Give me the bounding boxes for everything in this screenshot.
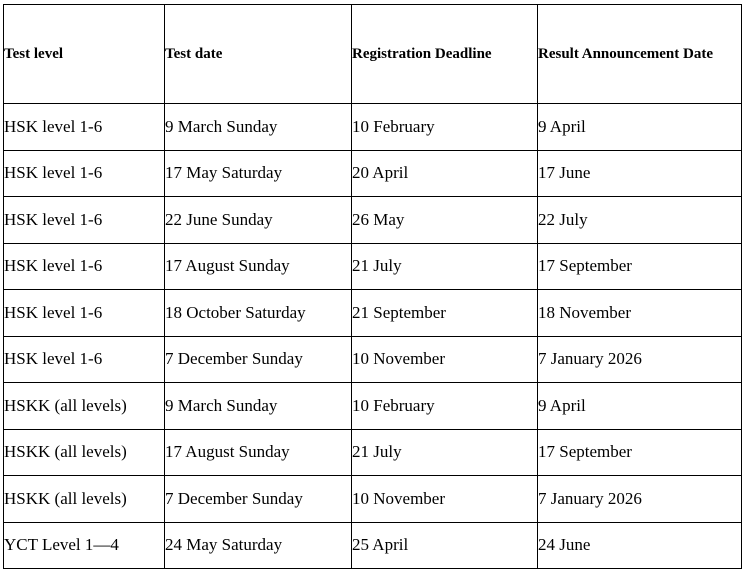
cell-result-date: 17 June xyxy=(538,150,742,197)
cell-test-date: 9 March Sunday xyxy=(165,104,352,151)
cell-test-level: HSK level 1-6 xyxy=(4,197,165,244)
cell-test-date: 17 August Sunday xyxy=(165,243,352,290)
table-row xyxy=(4,290,742,337)
cell-registration-deadline: 21 September xyxy=(352,290,538,337)
cell-test-date: 24 May Saturday xyxy=(165,522,352,569)
header-test-level: Test level xyxy=(4,5,165,104)
cell-registration-deadline: 26 May xyxy=(352,197,538,244)
cell-test-level: HSK level 1-6 xyxy=(4,243,165,290)
table-row xyxy=(4,383,742,430)
cell-result-date: 18 November xyxy=(538,290,742,337)
cell-test-level: HSKK (all levels) xyxy=(4,383,165,430)
cell-registration-deadline: 10 February xyxy=(352,104,538,151)
cell-test-date: 9 March Sunday xyxy=(165,383,352,430)
cell-test-level: HSK level 1-6 xyxy=(4,290,165,337)
cell-test-level: HSK level 1-6 xyxy=(4,336,165,383)
cell-test-date: 17 May Saturday xyxy=(165,150,352,197)
cell-test-level: HSKK (all levels) xyxy=(4,476,165,523)
cell-registration-deadline: 10 February xyxy=(352,383,538,430)
table-row xyxy=(4,197,742,244)
table-header-row xyxy=(4,5,742,104)
cell-result-date: 24 June xyxy=(538,522,742,569)
header-result-announcement-date: Result Announcement Date xyxy=(538,5,742,104)
cell-test-level: HSK level 1-6 xyxy=(4,150,165,197)
cell-registration-deadline: 25 April xyxy=(352,522,538,569)
table-row xyxy=(4,522,742,569)
table-row xyxy=(4,243,742,290)
cell-test-date: 7 December Sunday xyxy=(165,336,352,383)
cell-registration-deadline: 21 July xyxy=(352,429,538,476)
table-row xyxy=(4,336,742,383)
cell-result-date: 22 July xyxy=(538,197,742,244)
exam-schedule-table xyxy=(3,4,742,569)
cell-test-date: 17 August Sunday xyxy=(165,429,352,476)
cell-result-date: 9 April xyxy=(538,104,742,151)
cell-registration-deadline: 10 November xyxy=(352,336,538,383)
cell-test-date: 18 October Saturday xyxy=(165,290,352,337)
table-row xyxy=(4,150,742,197)
cell-registration-deadline: 21 July xyxy=(352,243,538,290)
cell-result-date: 17 September xyxy=(538,429,742,476)
table-row xyxy=(4,104,742,151)
header-registration-deadline: Registration Deadline xyxy=(352,5,538,104)
header-test-date: Test date xyxy=(165,5,352,104)
table-row xyxy=(4,476,742,523)
cell-test-level: YCT Level 1—4 xyxy=(4,522,165,569)
cell-test-level: HSK level 1-6 xyxy=(4,104,165,151)
table-row xyxy=(4,429,742,476)
cell-result-date: 9 April xyxy=(538,383,742,430)
cell-test-date: 22 June Sunday xyxy=(165,197,352,244)
cell-test-level: HSKK (all levels) xyxy=(4,429,165,476)
cell-result-date: 7 January 2026 xyxy=(538,336,742,383)
cell-result-date: 7 January 2026 xyxy=(538,476,742,523)
cell-registration-deadline: 10 November xyxy=(352,476,538,523)
cell-result-date: 17 September xyxy=(538,243,742,290)
cell-test-date: 7 December Sunday xyxy=(165,476,352,523)
cell-registration-deadline: 20 April xyxy=(352,150,538,197)
